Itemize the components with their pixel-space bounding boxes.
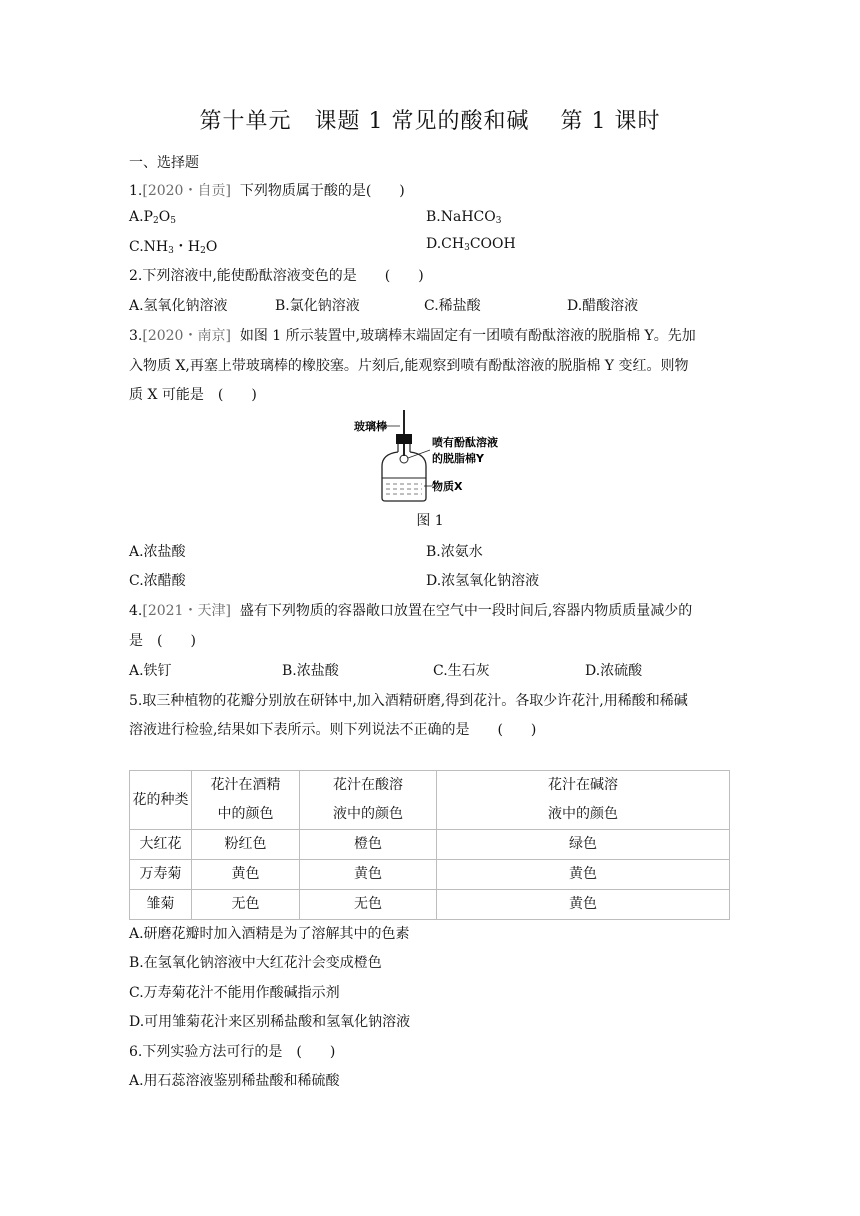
label-substance-x: 物质X: [432, 480, 463, 493]
header-flower-type: 花的种类: [130, 771, 192, 830]
table-row: 大红花 粉红色 橙色 绿色: [130, 830, 730, 860]
option-3c: C.浓醋酸: [129, 573, 186, 589]
option-3b: B.浓氨水: [426, 544, 483, 560]
option-2d: D.醋酸溶液: [567, 298, 639, 314]
option-3d: D.浓氢氧化钠溶液: [426, 573, 540, 589]
option-1d: $D.CH_3COOH$: [426, 236, 516, 253]
option-6a: A.用石蕊溶液鉴别稀盐酸和稀硫酸: [129, 1073, 340, 1089]
option-4c: C.生石灰: [433, 663, 490, 679]
option-2c: C.稀盐酸: [424, 298, 481, 314]
option-5c: C.万寿菊花汁不能用作酸碱指示剂: [129, 985, 340, 1001]
table-row: 万寿菊 黄色 黄色 黄色: [130, 860, 730, 890]
option-5a: A.研磨花瓣时加入酒精是为了溶解其中的色素: [129, 926, 410, 942]
header-acid-color: 花汁在酸溶 液中的颜色: [300, 771, 437, 830]
header-base-color: 花汁在碱溶 液中的颜色: [437, 771, 730, 830]
option-5d: D.可用雏菊花汁来区别稀盐酸和氢氧化钠溶液: [129, 1014, 411, 1030]
question-3-line-1: 3.[2020・南京] 如图 1 所示装置中,玻璃棒末端固定有一团喷有酚酞溶液的脱脂棉 Y。先加: [129, 328, 696, 344]
option-1c: $C.NH_3$・$H_2O$: [129, 239, 218, 256]
section-heading: 一、选择题: [129, 155, 199, 171]
option-3a: A.浓盐酸: [129, 544, 186, 560]
question-6-stem: 6.下列实验方法可行的是 ( ): [129, 1044, 336, 1060]
option-4d: D.浓硫酸: [585, 663, 643, 679]
page-title: 第十单元 课题 1 常见的酸和碱 第 1 课时: [199, 109, 661, 134]
label-glass-rod: 玻璃棒: [354, 420, 387, 433]
question-source: [2020・南京]: [142, 328, 231, 344]
flower-color-table: [129, 770, 730, 920]
option-4b: B.浓盐酸: [282, 663, 339, 679]
question-2-stem: 2.下列溶液中,能使酚酞溶液变色的是 ( ): [129, 268, 424, 284]
option-5b: B.在氢氧化钠溶液中大红花汁会变成橙色: [129, 955, 382, 971]
option-2a: A.氢氧化钠溶液: [129, 298, 228, 314]
table-header-row: [130, 771, 730, 830]
option-1a: $A.P_2O_5$: [129, 209, 176, 226]
question-5-line-2: 溶液进行检验,结果如下表所示。则下列说法不正确的是 ( ): [129, 722, 537, 738]
apparatus-figure: [352, 410, 512, 506]
question-number: 1.: [129, 183, 143, 199]
header-alcohol-color: 花汁在酒精 中的颜色: [192, 771, 300, 830]
question-4-line-2: 是 ( ): [129, 633, 196, 649]
question-source: [2021・天津]: [142, 603, 231, 619]
question-source: [2020・自贡]: [142, 183, 231, 199]
question-4-line-1: 4.[2021・天津] 盛有下列物质的容器敞口放置在空气中一段时间后,容器内物质质量减少的: [129, 603, 693, 619]
question-1-stem: [129, 180, 405, 200]
figure-caption: 图 1: [416, 513, 444, 529]
question-3-line-3: 质 X 可能是 ( ): [129, 387, 257, 403]
option-4a: A.铁钉: [129, 663, 172, 679]
label-cotton-line-1: 喷有酚酞溶液: [432, 436, 498, 449]
question-text: 下列物质属于酸的是( ): [239, 183, 405, 199]
label-cotton-line-2: 的脱脂棉Y: [432, 452, 484, 465]
question-5-line-1: 5.取三种植物的花瓣分别放在研钵中,加入酒精研磨,得到花汁。各取少许花汁,用稀酸和稀碱: [129, 693, 688, 709]
option-2b: B.氯化钠溶液: [275, 298, 360, 314]
table-row: 雏菊 无色 无色 黄色: [130, 890, 730, 920]
question-3-line-2: 入物质 X,再塞上带玻璃棒的橡胶塞。片刻后,能观察到喷有酚酞溶液的脱脂棉 Y 变红。则物: [129, 358, 689, 374]
option-1b: B.NaHCO$_3$: [426, 209, 502, 226]
